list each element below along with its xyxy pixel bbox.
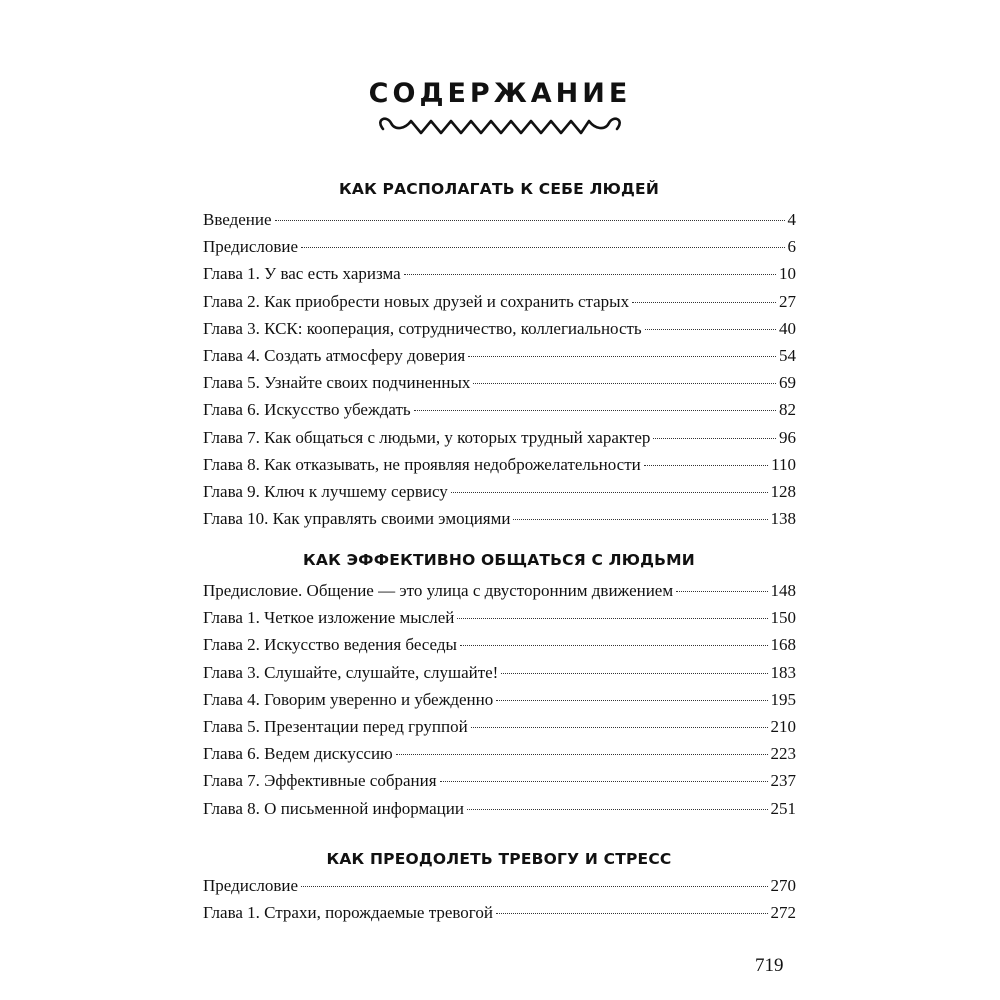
entry-page: 69 [779, 373, 796, 393]
toc-entry [203, 509, 796, 536]
entry-label: Глава 6. Ведем дискуссию [203, 744, 393, 764]
toc-entry [203, 455, 796, 482]
dot-leader [676, 591, 767, 592]
entry-page: 40 [779, 318, 796, 338]
entry-label: Введение [203, 210, 272, 229]
dot-leader [496, 700, 767, 701]
page-number: 719 [755, 955, 784, 976]
toc-entry [203, 319, 796, 346]
dot-leader [632, 302, 776, 303]
toc-entry [203, 690, 796, 717]
dot-leader [301, 886, 767, 887]
section-title: КАК ПРЕОДОЛЕТЬ ТРЕВОГУ И СТРЕСС [326, 850, 672, 868]
toc-section-1 [203, 210, 796, 536]
toc-entry [203, 663, 796, 690]
entry-page: 237 [770, 771, 796, 791]
dot-leader [644, 465, 768, 466]
toc-entry [203, 581, 796, 608]
toc-entry [203, 635, 796, 662]
dot-leader [396, 754, 768, 755]
entry-page: 270 [770, 876, 796, 895]
entry-label: Глава 5. Узнайте своих подчиненных [203, 373, 471, 393]
entry-label: Глава 3. КСК: кооперация, сотрудничество, коллегиальность [203, 318, 642, 338]
dot-leader [460, 645, 768, 646]
entry-label: Глава 10. Как управлять своими эмоциями [203, 509, 511, 529]
entry-page: 82 [779, 400, 796, 420]
entry-page: 148 [770, 581, 796, 600]
entry-label: Глава 4. Говорим уверенно и убежденно [203, 689, 494, 709]
toc-entry [203, 903, 796, 930]
entry-label: Глава 9. Ключ к лучшему сервису [203, 481, 448, 501]
toc-entry [203, 373, 796, 400]
entry-page: 195 [770, 689, 796, 709]
dot-leader [501, 673, 767, 674]
entry-label: Предисловие [203, 876, 299, 895]
toc-entry [203, 237, 796, 264]
toc-section-2 [203, 581, 796, 826]
toc-entry [203, 210, 796, 237]
entry-label: Глава 7. Как общаться с людьми, у которых трудный характер [203, 427, 651, 447]
dot-leader [414, 410, 776, 411]
toc-entry [203, 608, 796, 635]
dot-leader [468, 356, 776, 357]
dot-leader [473, 383, 776, 384]
dot-leader [404, 274, 776, 275]
entry-label: Глава 2. Как приобрести новых друзей и сохранить старых [203, 291, 630, 311]
dot-leader [645, 329, 776, 330]
decorative-flourish-icon [373, 113, 627, 141]
entry-label: Глава 3. Слушайте, слушайте, слушайте! [203, 662, 499, 682]
dot-leader [451, 492, 768, 493]
section-title: КАК ЭФФЕКТИВНО ОБЩАТЬСЯ С ЛЮДЬМИ [303, 551, 695, 569]
entry-page: 96 [779, 427, 796, 447]
entry-label: Глава 6. Искусство убеждать [203, 400, 411, 420]
entry-label: Глава 5. Презентации перед группой [203, 716, 468, 736]
entry-page: 183 [770, 662, 796, 682]
toc-entry [203, 717, 796, 744]
toc-entry [203, 346, 796, 373]
section-title: КАК РАСПОЛАГАТЬ К СЕБЕ ЛЮДЕЙ [339, 180, 659, 198]
dot-leader [471, 727, 768, 728]
entry-label: Глава 1. Четкое изложение мыслей [203, 608, 455, 628]
toc-entry [203, 799, 796, 826]
dot-leader [513, 519, 767, 520]
entry-page: 4 [787, 210, 796, 229]
dot-leader [496, 913, 768, 914]
dot-leader [440, 781, 768, 782]
entry-page: 272 [770, 903, 796, 923]
entry-label: Глава 8. О письменной информации [203, 798, 464, 818]
entry-page: 138 [770, 509, 796, 529]
entry-page: 251 [770, 798, 796, 818]
dot-leader [467, 809, 768, 810]
entry-page: 128 [770, 481, 796, 501]
entry-label: Предисловие. Общение — это улица с двусторонним движением [203, 581, 674, 600]
dot-leader [653, 438, 776, 439]
dot-leader [275, 220, 785, 221]
dot-leader [457, 618, 767, 619]
entry-page: 6 [787, 237, 796, 257]
entry-page: 10 [779, 264, 796, 284]
toc-section-3 [203, 876, 796, 930]
toc-entry [203, 771, 796, 798]
entry-label: Глава 2. Искусство ведения беседы [203, 635, 457, 655]
toc-entry [203, 744, 796, 771]
entry-label: Глава 1. У вас есть харизма [203, 264, 401, 284]
entry-page: 150 [770, 608, 796, 628]
toc-entry [203, 400, 796, 427]
entry-label: Глава 4. Создать атмосферу доверия [203, 345, 466, 365]
toc-entry [203, 876, 796, 903]
entry-page: 54 [779, 345, 796, 365]
entry-label: Глава 8. Как отказывать, не проявляя недоброжелательности [203, 454, 641, 474]
entry-page: 110 [771, 454, 796, 474]
entry-label: Глава 1. Страхи, порождаемые тревогой [203, 903, 493, 923]
entry-page: 168 [770, 635, 796, 655]
entry-page: 223 [770, 744, 796, 764]
toc-entry [203, 482, 796, 509]
toc-entry [203, 428, 796, 455]
entry-page: 27 [779, 291, 796, 311]
entry-label: Глава 7. Эффективные собрания [203, 771, 437, 791]
toc-entry [203, 292, 796, 319]
page-title: СОДЕРЖАНИЕ [368, 78, 632, 109]
entry-page: 210 [770, 716, 796, 736]
dot-leader [301, 247, 784, 248]
toc-entry [203, 264, 796, 291]
entry-label: Предисловие [203, 237, 299, 257]
